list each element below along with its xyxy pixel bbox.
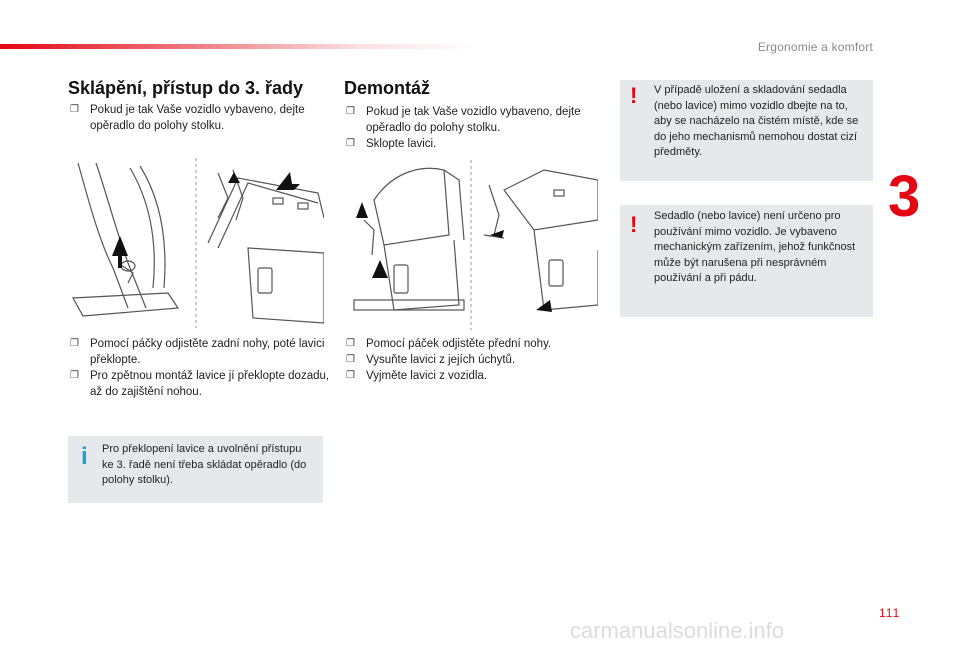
list-item: ❐ Pomocí páček odjistěte přední nohy. [346,338,552,350]
watermark-text: carmanualsonline.info [570,618,785,643]
header-accent-bar [0,44,480,49]
illustration-front-legs-unlock [344,160,598,330]
bullet-list-bottom-2 [344,336,606,384]
warning-box-usage [620,205,873,317]
heading-folding-access: Sklápění, přístup do 3. řady [68,78,304,98]
warning-icon: ! [630,212,638,237]
page-number: 111 [879,606,901,620]
info-text: Pro překlopení lavice a uvolnění přístupu ke 3. řadě není třeba skládat opěradlo (do polohy stolku). [102,443,307,486]
checkbox-bullet-icon: ❐ [346,354,355,365]
bullet-list-bottom-1 [68,336,330,400]
illustration-rear-legs-unlock [68,158,324,328]
checkbox-bullet-icon: ❐ [70,104,79,115]
chapter-number: 3 [888,164,921,229]
list-item: ❐ Vysuňte lavici z jejích úchytů. [346,354,516,366]
checkbox-bullet-icon: ❐ [346,338,355,349]
list-item: ❐ Pokud je tak Vaše vozidlo vybaveno, dejte opěradlo do polohy stolku. [70,104,305,132]
checkbox-bullet-icon: ❐ [70,338,79,349]
checkbox-bullet-icon: ❐ [346,138,355,149]
warning-box-storage [620,80,873,181]
warning-icon: ! [630,83,638,108]
checkbox-bullet-icon: ❐ [346,370,355,381]
bullet-list-top-2 [344,104,606,152]
warning-text-usage: Sedadlo (nebo lavice) není určeno pro používání mimo vozidlo. Je vybaveno mechanickým zařízením, jehož funkčnost může být narušena při nesprávném používání a při pádu. [654,210,856,284]
heading-removal: Demontáž [344,78,431,98]
info-box [68,436,323,503]
info-icon: i [81,443,88,470]
warning-text-storage: V případě uložení a skladování sedadla (nebo lavice) mimo vozidlo dbejte na to, aby se nacházelo na čistém místě, kde se do jeho mechanismů nemohou dostat cizí předměty. [654,84,859,158]
bullet-list-top-1 [68,102,328,134]
list-item: ❐ Vyjměte lavici z vozidla. [346,370,488,382]
list-item: ❐ Sklopte lavici. [346,138,437,150]
list-item: ❐ Pokud je tak Vaše vozidlo vybaveno, dejte opěradlo do polohy stolku. [346,106,581,134]
list-item: ❐ Pomocí páčky odjistěte zadní nohy, poté lavici překlopte. [70,338,325,366]
section-title: Ergonomie a komfort [757,40,873,54]
checkbox-bullet-icon: ❐ [346,106,355,117]
checkbox-bullet-icon: ❐ [70,370,79,381]
list-item: ❐ Pro zpětnou montáž lavice jí překlopte dozadu, až do zajištění nohou. [70,370,330,398]
